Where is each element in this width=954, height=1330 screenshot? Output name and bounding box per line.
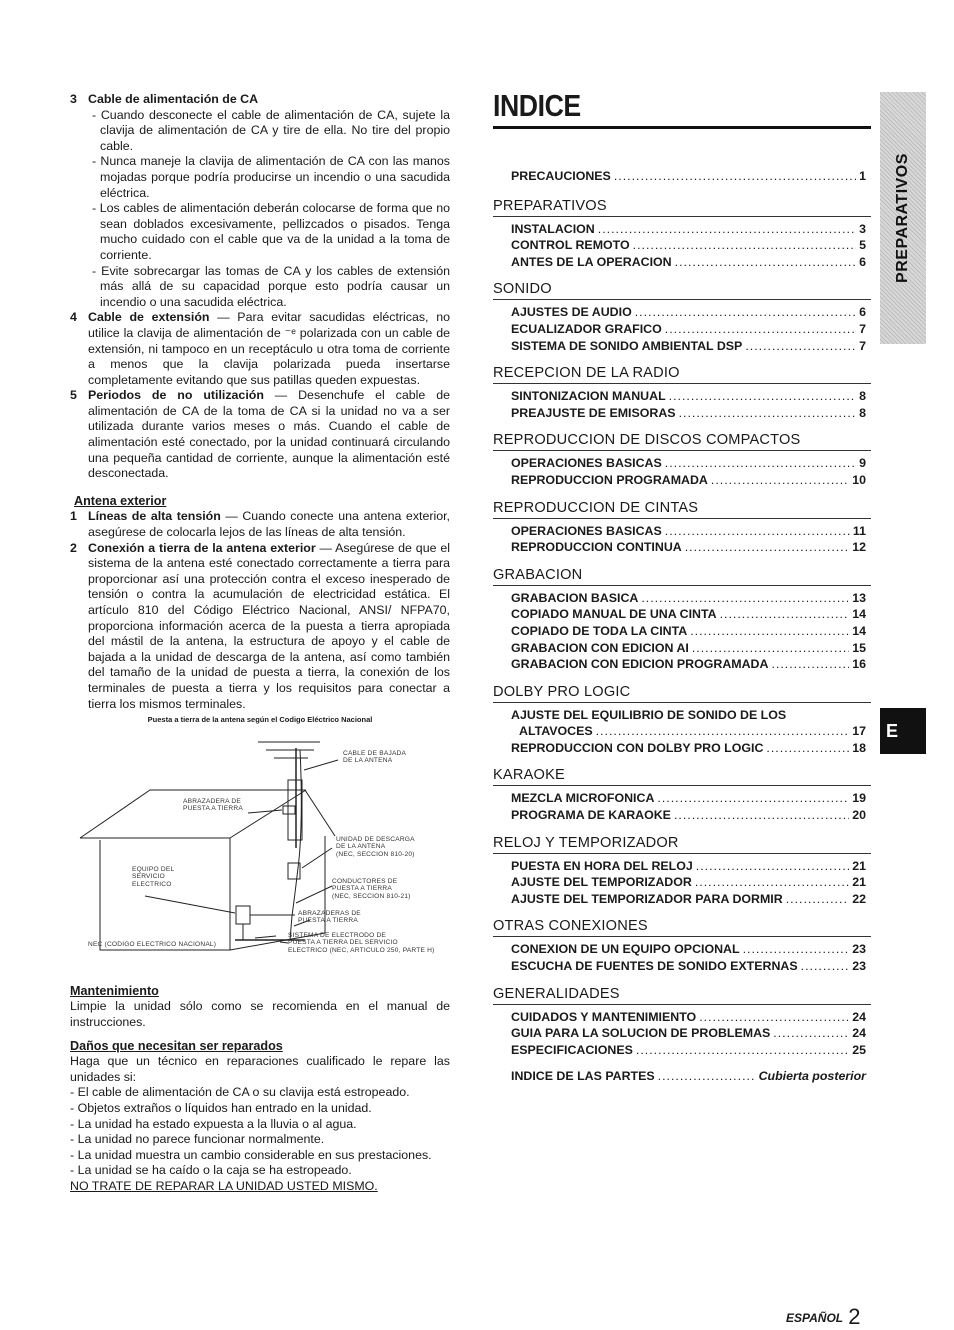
toc-section-heading: DOLBY PRO LOGIC xyxy=(493,683,631,700)
toc-entry-label: OPERACIONES BASICAS xyxy=(511,523,662,538)
toc-entry[interactable] xyxy=(493,1025,871,1042)
toc-leader-dots xyxy=(598,221,856,238)
page-number: 2 xyxy=(848,1304,861,1329)
toc-section-heading: RECEPCION DE LA RADIO xyxy=(493,365,680,382)
danos-item: - La unidad se ha caído o la caja se ha estropeado. xyxy=(70,1163,352,1178)
toc-section-rule xyxy=(493,853,871,854)
toc-entry-label: GRABACION BASICA xyxy=(511,590,639,605)
toc-section-rule xyxy=(493,450,871,451)
toc-entry-page: 21 xyxy=(852,875,866,890)
toc-entry[interactable] xyxy=(493,304,871,321)
toc-section-heading: KARAOKE xyxy=(493,767,565,784)
antena-item-2 xyxy=(70,541,450,713)
toc-entry-label: ALTAVOCES xyxy=(519,724,593,739)
toc-entry[interactable] xyxy=(493,388,871,405)
toc-leader-dots xyxy=(679,405,857,422)
toc-entry-label: AJUSTE DEL EQUILIBRIO DE SONIDO DE LOS xyxy=(511,707,787,722)
toc-leader-dots xyxy=(690,623,849,640)
toc-section-heading: REPRODUCCION DE CINTAS xyxy=(493,499,699,516)
left-column xyxy=(70,92,450,1194)
toc-entry-label: SINTONIZACION MANUAL xyxy=(511,389,666,404)
toc-entry-label: AJUSTE DEL TEMPORIZADOR PARA DORMIR xyxy=(511,891,783,906)
toc-section xyxy=(493,280,871,354)
label-nec: NEC (CODIGO ELECTRICO NACIONAL) xyxy=(88,940,217,948)
toc-entry-page: 7 xyxy=(859,321,866,336)
item-4 xyxy=(70,310,450,388)
toc-entry[interactable] xyxy=(493,707,871,724)
item-text: — Desenchufe el cable de alimentación de CA de la toma de CA si la unidad no va a ser utilizada durante varios meses o más. Cuando el cable de alimentación esté conectado, por la unidad continuará circulando una pequeña cantidad de corriente, aunque la alimentación esté desconectada. xyxy=(88,388,450,481)
danos-item: - La unidad no parece funcionar normalmente. xyxy=(70,1132,325,1147)
language-tab xyxy=(880,708,926,754)
toc-entry[interactable] xyxy=(493,807,871,824)
toc-entry-label: ESCUCHA DE FUENTES DE SONIDO EXTERNAS xyxy=(511,959,798,974)
toc-leader-dots xyxy=(669,388,856,405)
toc-entry-page: 24 xyxy=(852,1026,866,1041)
item-text: — Cuando conecte una antena exterior, asegúrese de colocarla lejos de las líneas de alta tensión. xyxy=(88,509,451,540)
toc-sections xyxy=(493,197,871,1059)
toc-entry[interactable] xyxy=(493,405,871,422)
toc-entry[interactable] xyxy=(493,237,871,254)
item-3 xyxy=(70,92,450,310)
toc-entry-page: 19 xyxy=(852,791,866,806)
item-number: 1 xyxy=(70,509,77,524)
toc-leader-dots xyxy=(692,640,849,657)
toc-entry-page: 6 xyxy=(859,254,866,269)
toc-entry[interactable] xyxy=(493,640,871,657)
toc-entry-label: GRABACION CON EDICION PROGRAMADA xyxy=(511,657,769,672)
toc-entry-label: SISTEMA DE SONIDO AMBIENTAL DSP xyxy=(511,338,743,353)
item-5 xyxy=(70,388,450,482)
toc-entry-label: CUIDADOS Y MANTENIMIENTO xyxy=(511,1009,697,1024)
toc-entry[interactable] xyxy=(493,958,871,975)
danos-item: - La unidad ha estado expuesta a la lluvia o al agua. xyxy=(70,1116,357,1131)
toc-entry-page: 13 xyxy=(852,590,866,605)
toc-leader-dots xyxy=(665,523,850,540)
toc-section-heading: RELOJ Y TEMPORIZADOR xyxy=(493,834,679,851)
danos-warning: NO TRATE DE REPARAR LA UNIDAD USTED MISMO. xyxy=(70,1178,378,1193)
toc-entry-page: 20 xyxy=(852,808,866,823)
danos-intro: Haga que un técnico en reparaciones cualificado le repare las unidades si: xyxy=(70,1054,450,1084)
toc-section xyxy=(493,766,871,823)
toc-entry-page: Cubierta posterior xyxy=(758,1069,866,1084)
toc-leader-dots xyxy=(636,1042,849,1059)
toc-section-heading: OTRAS CONEXIONES xyxy=(493,918,648,935)
toc-entry-label: CONEXION DE UN EQUIPO OPCIONAL xyxy=(511,942,740,957)
toc-leader-dots xyxy=(766,740,849,757)
toc-entry-partes[interactable] xyxy=(493,1068,871,1085)
toc-leader-dots xyxy=(786,891,850,908)
toc-leader-dots xyxy=(711,472,849,489)
toc-section-heading: REPRODUCCION DE DISCOS COMPACTOS xyxy=(493,432,801,449)
label-abrazadera: ABRAZADERA DE PUESTA A TIERRA xyxy=(183,797,243,813)
table-of-contents xyxy=(493,168,871,1085)
toc-leader-dots xyxy=(665,455,856,472)
item-number: 2 xyxy=(70,540,77,555)
index-column xyxy=(493,88,871,1085)
label-unidad-descarga: UNIDAD DE DESCARGA DE LA ANTENA (NEC, SECCION 810-20) xyxy=(336,835,415,858)
toc-leader-dots xyxy=(696,858,849,875)
toc-leader-dots xyxy=(657,790,849,807)
label-sistema: SISTEMA DE ELECTRODO DE PUESTA A TIERRA DEL SERVICIO ELECTRICO (NEC, ARTICULO 250, PARTE H) xyxy=(288,931,435,954)
toc-leader-dots xyxy=(614,168,856,185)
label-conductores: CONDUCTORES DE PUESTA A TIERRA (NEC, SECCION 810-21) xyxy=(332,877,411,900)
toc-section xyxy=(493,364,871,421)
toc-leader-dots xyxy=(720,606,850,623)
toc-entry[interactable] xyxy=(493,221,871,238)
toc-leader-dots xyxy=(743,941,850,958)
toc-leader-dots xyxy=(695,874,849,891)
label-abrazaderas: ABRAZADERAS DE PUESTA A TIERRA xyxy=(298,909,361,925)
toc-leader-dots xyxy=(635,304,856,321)
toc-section xyxy=(493,431,871,488)
toc-section-heading: PREPARATIVOS xyxy=(493,197,607,214)
toc-entry-label: COPIADO MANUAL DE UNA CINTA xyxy=(511,607,717,622)
toc-entry-label: ANTES DE LA OPERACION xyxy=(511,254,672,269)
toc-section xyxy=(493,566,871,673)
toc-leader-dots xyxy=(685,539,849,556)
toc-entry-label: ESPECIFICACIONES xyxy=(511,1042,633,1057)
toc-entry-page: 1 xyxy=(859,169,866,183)
toc-entry-page: 21 xyxy=(852,858,866,873)
toc-leader-dots xyxy=(773,1025,849,1042)
toc-section-rule xyxy=(493,785,871,786)
toc-leader-dots xyxy=(665,321,856,338)
toc-section xyxy=(493,197,871,271)
toc-entry[interactable] xyxy=(493,254,871,271)
toc-entry[interactable] xyxy=(493,874,871,891)
toc-leader-dots xyxy=(745,338,856,355)
toc-entry[interactable] xyxy=(493,1042,871,1059)
ground-clamp xyxy=(283,806,295,814)
toc-entry-label: REPRODUCCION CON DOLBY PRO LOGIC xyxy=(511,740,764,755)
toc-entry-label: ECUALIZADOR GRAFICO xyxy=(511,321,662,336)
item-title: Periodos de no utilización xyxy=(88,388,264,403)
item-title: Cable de extensión xyxy=(88,310,210,325)
item-number: 3 xyxy=(70,92,77,106)
toc-entry-label: REPRODUCCION CONTINUA xyxy=(511,540,682,555)
language-tab-letter: E xyxy=(886,720,899,741)
toc-leader-dots xyxy=(633,237,856,254)
toc-entry-label: CONTROL REMOTO xyxy=(511,238,630,253)
toc-entry-label: GUIA PARA LA SOLUCION DE PROBLEMAS xyxy=(511,1026,771,1041)
toc-entry-page: 15 xyxy=(852,640,866,655)
danos-item: - Objetos extraños o líquidos han entrado en la unidad. xyxy=(70,1100,372,1115)
toc-entry-page: 25 xyxy=(852,1042,866,1057)
antenna-grounding-figure xyxy=(70,728,450,978)
house-front xyxy=(80,838,230,950)
toc-leader-dots xyxy=(641,590,849,607)
page-footer xyxy=(786,1304,861,1330)
antena-item-1 xyxy=(70,509,450,540)
toc-entry[interactable] xyxy=(493,539,871,556)
toc-entry-label: PROGRAMA DE KARAOKE xyxy=(511,808,671,823)
toc-entry-label: AJUSTE DEL TEMPORIZADOR xyxy=(511,875,692,890)
toc-leader-dots xyxy=(674,807,849,824)
toc-section xyxy=(493,917,871,974)
bullet: - Cuando desconecte el cable de alimentación de CA, sujete la clavija de alimentación de CA y tire de ella. No tire del propio cable. xyxy=(92,107,450,153)
toc-entry-label: PREAJUSTE DE EMISORAS xyxy=(511,405,676,420)
toc-entry[interactable] xyxy=(493,338,871,355)
toc-section-rule xyxy=(493,585,871,586)
toc-entry-label: OPERACIONES BASICAS xyxy=(511,456,662,471)
footer-language: ESPAÑOL xyxy=(786,1311,843,1325)
toc-section xyxy=(493,985,871,1059)
toc-entry[interactable] xyxy=(493,891,871,908)
toc-entry-page: 16 xyxy=(852,657,866,672)
toc-entry-label: AJUSTES DE AUDIO xyxy=(511,305,632,320)
toc-section xyxy=(493,499,871,556)
label-cable-bajada: CABLE DE BAJADA DE LA ANTENA xyxy=(343,749,407,765)
toc-entry-page: 9 xyxy=(859,456,866,471)
toc-section xyxy=(493,834,871,908)
bullet: - Evite sobrecargar las tomas de CA y los cables de extensión más allá de su capacidad porque esto podría causar un incendio o una sacudida eléctrica. xyxy=(92,263,450,309)
toc-entry[interactable] xyxy=(493,590,871,607)
item-title: Líneas de alta tensión xyxy=(88,509,221,524)
toc-entry-page: 12 xyxy=(852,540,866,555)
toc-entry-page: 6 xyxy=(859,305,866,320)
bullet: - Nunca maneje la clavija de alimentación de CA con las manos mojadas porque podría producirse un incendio o una sacudida eléctrica. xyxy=(92,154,450,200)
toc-entry[interactable] xyxy=(493,740,871,757)
toc-section-rule xyxy=(493,702,871,703)
toc-entry-page: 14 xyxy=(852,607,866,622)
toc-entry-page: 10 xyxy=(852,472,866,487)
item-text: — Asegúrese de que el sistema de la antena esté conectado correctamente a tierra para proporcionar así una protección contra el exceso inesperado de tensión o contra la acumulación de electricidad estática. El artículo 810 del Código Eléctrico Nacional, ANSI/ NFPA70, proporciona información acerca de la puesta a tierra apropiada del mástil de la antena, la estructura de apoyo y el cable de bajada a la unidad de descarga de la antena, así como también del tamaño de la unidad de puesta a tierra, la conexión de los terminales de puesta a tierra y los requisitos para conectar a tierra los mismos terminales. xyxy=(88,540,450,711)
toc-leader-dots xyxy=(658,1068,756,1085)
antena-heading: Antena exterior xyxy=(74,493,167,508)
toc-entry[interactable] xyxy=(493,790,871,807)
toc-entry[interactable] xyxy=(493,606,871,623)
item-text: — Para evitar sacudidas eléctricas, no utilice la clavija de alimentación de ⁻ᵉ polarizada con un cable de extensión, ni tampoco en un receptáculo u otra toma de corriente a menos que la clavija polarizada pueda insertarse completamente evitando que sus patillas queden expuestas. xyxy=(88,310,450,387)
toc-entry-page: 3 xyxy=(859,221,866,236)
toc-section-rule xyxy=(493,299,871,300)
figure-title: Puesta a tierra de la antena según el Codigo Eléctrico Nacional xyxy=(147,715,373,725)
toc-section-heading: GRABACION xyxy=(493,566,583,583)
item-number: 4 xyxy=(70,310,77,325)
toc-entry-label: PRECAUCIONES xyxy=(511,169,611,183)
toc-entry-page: 7 xyxy=(859,338,866,353)
toc-leader-dots xyxy=(801,958,850,975)
toc-section-rule xyxy=(493,383,871,384)
toc-entry-page: 23 xyxy=(852,959,866,974)
toc-entry[interactable] xyxy=(493,623,871,640)
toc-entry-page: 18 xyxy=(852,740,866,755)
toc-entry-label: MEZCLA MICROFONICA xyxy=(511,791,655,806)
toc-entry-page: 22 xyxy=(852,891,866,906)
mantenimiento-text: Limpie la unidad sólo como se recomienda en el manual de instrucciones. xyxy=(70,999,450,1029)
danos-heading: Daños que necesitan ser reparados xyxy=(70,1038,283,1053)
toc-entry-label: GRABACION CON EDICION AI xyxy=(511,640,689,655)
toc-entry-label: INSTALACION xyxy=(511,221,595,236)
toc-entry[interactable] xyxy=(493,523,871,540)
toc-section-heading: GENERALIDADES xyxy=(493,985,620,1002)
toc-entry[interactable] xyxy=(493,723,871,740)
toc-section-rule xyxy=(493,216,871,217)
bullet: - Los cables de alimentación deberán colocarse de forma que no sean doblados excesivamente, pellizcados o pisados. Tenga mucho cuidado con el cable que va de la unidad a la toma de corriente. xyxy=(92,201,450,262)
toc-section-rule xyxy=(493,518,871,519)
section-tab xyxy=(889,98,917,338)
toc-section-rule xyxy=(493,936,871,937)
toc-leader-dots xyxy=(771,656,849,673)
toc-entry-page: 23 xyxy=(852,942,866,957)
toc-leader-dots xyxy=(699,1009,849,1026)
toc-entry[interactable] xyxy=(493,472,871,489)
toc-entry[interactable] xyxy=(493,321,871,338)
toc-entry-precauciones[interactable] xyxy=(493,168,871,185)
toc-entry[interactable] xyxy=(493,455,871,472)
label-equipo: EQUIPO DEL SERVICIO ELECTRICO xyxy=(132,865,175,888)
item-number: 5 xyxy=(70,388,77,403)
toc-section-heading: SONIDO xyxy=(493,281,552,298)
mantenimiento-heading: Mantenimiento xyxy=(70,983,159,998)
toc-leader-dots xyxy=(675,254,856,271)
toc-entry-page: 14 xyxy=(852,623,866,638)
service-box xyxy=(236,906,250,924)
toc-entry-page: 8 xyxy=(859,389,866,404)
toc-entry-page: 8 xyxy=(859,405,866,420)
danos-item: - El cable de alimentación de CA o su clavija está estropeado. xyxy=(70,1085,410,1100)
toc-section-rule xyxy=(493,1004,871,1005)
toc-entry-label: INDICE DE LAS PARTES xyxy=(511,1069,655,1084)
item-title: Conexión a tierra de la antena exterior xyxy=(88,540,316,555)
title-rule xyxy=(493,126,871,129)
page-title: INDICE xyxy=(493,88,581,123)
toc-entry-page: 11 xyxy=(852,523,866,538)
toc-entry[interactable] xyxy=(493,858,871,875)
toc-entry[interactable] xyxy=(493,941,871,958)
toc-entry[interactable] xyxy=(493,656,871,673)
toc-entry-page: 24 xyxy=(852,1009,866,1024)
toc-entry[interactable] xyxy=(493,1009,871,1026)
item-title: Cable de alimentación de CA xyxy=(88,92,259,106)
toc-entry-label: REPRODUCCION PROGRAMADA xyxy=(511,472,708,487)
toc-leader-dots xyxy=(596,723,850,740)
toc-entry-page: 17 xyxy=(852,724,866,739)
toc-section xyxy=(493,683,871,757)
toc-entry-label: COPIADO DE TODA LA CINTA xyxy=(511,623,688,638)
toc-entry-page: 5 xyxy=(859,238,866,253)
toc-entry-label: PUESTA EN HORA DEL RELOJ xyxy=(511,858,693,873)
danos-item: - La unidad muestra un cambio considerable en sus prestaciones. xyxy=(70,1147,432,1162)
section-tab-label: PREPARATIVOS xyxy=(894,153,911,283)
